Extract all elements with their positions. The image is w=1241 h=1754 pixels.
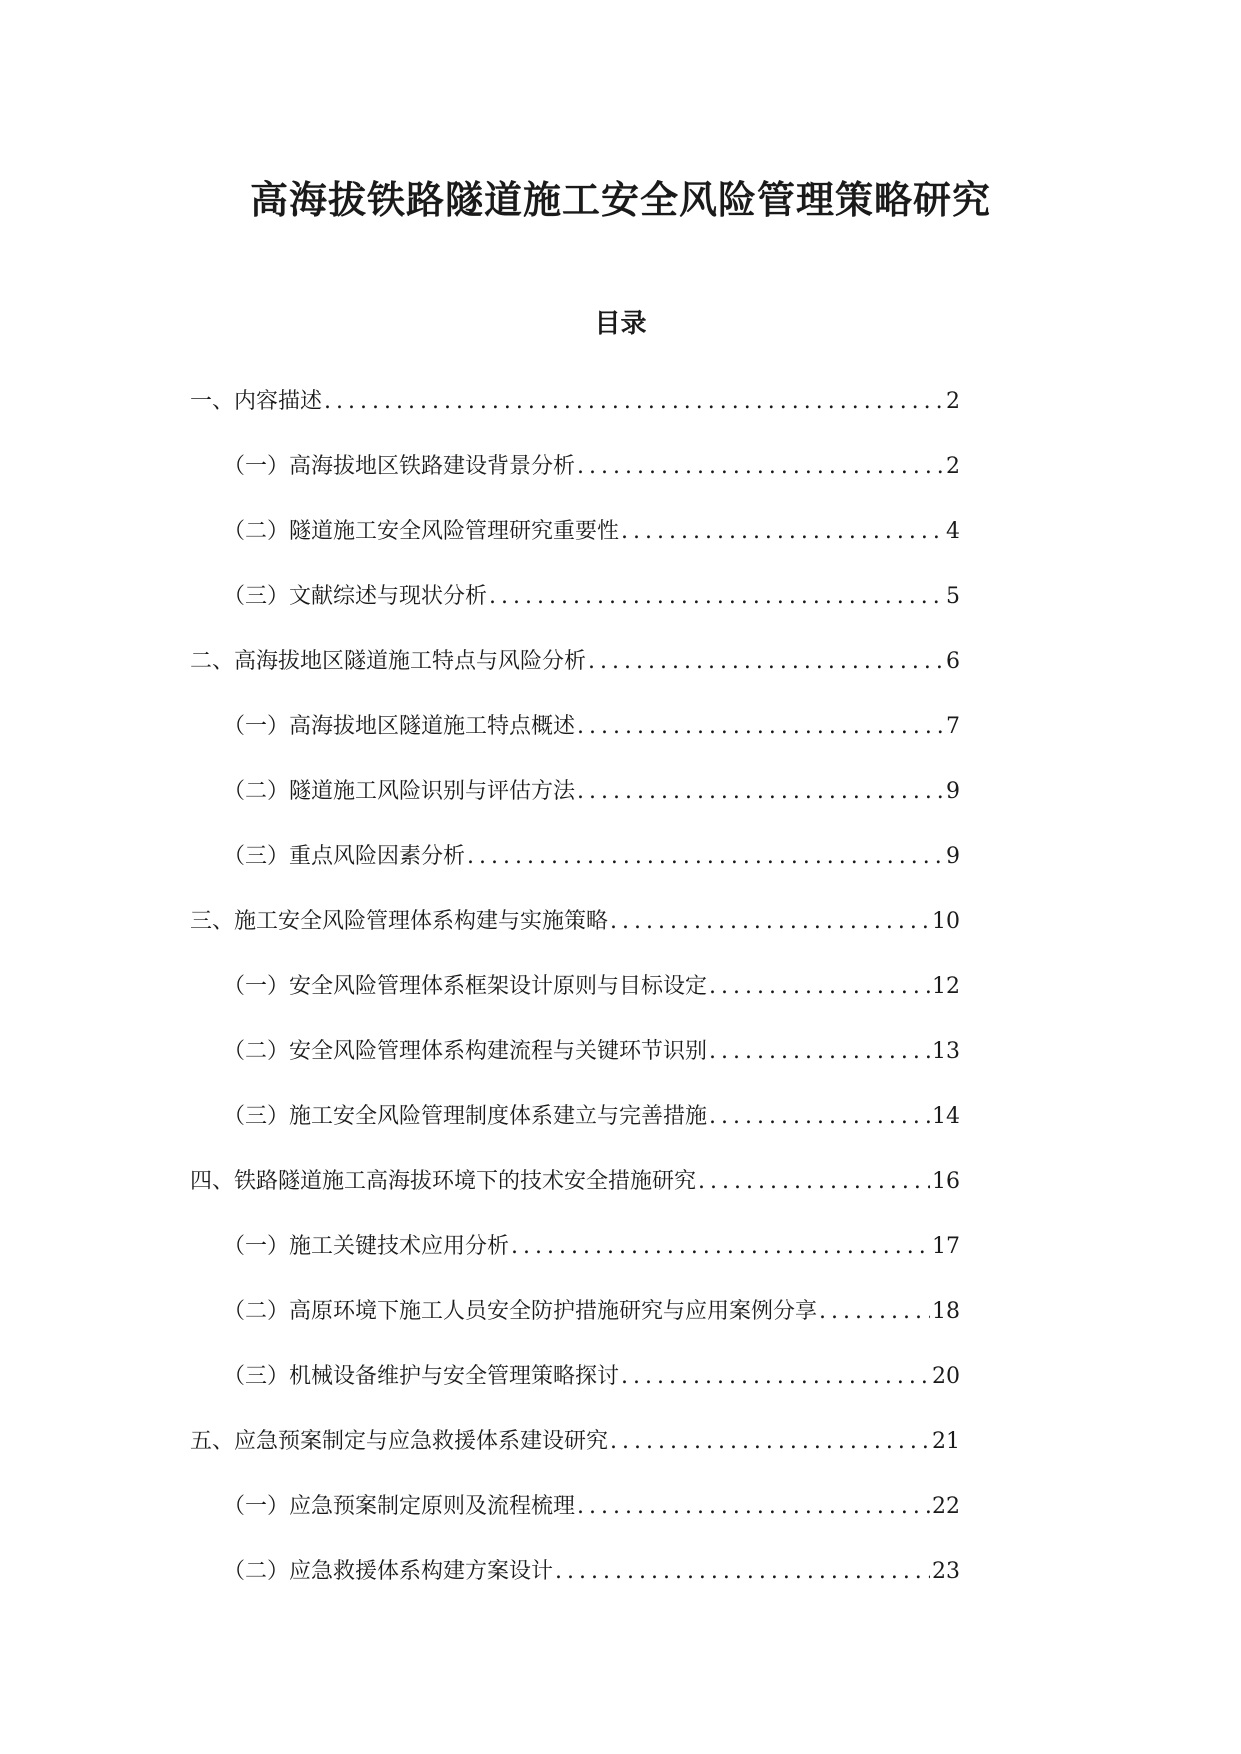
toc-entry-title: （二）隧道施工风险识别与评估方法 xyxy=(223,779,576,804)
toc-page-number: 6 xyxy=(946,649,960,674)
dot-leader xyxy=(555,1557,930,1587)
toc-page-number: 12 xyxy=(932,974,960,999)
toc-entry-title: （二）应急救援体系构建方案设计 xyxy=(223,1559,554,1584)
toc-entry-row xyxy=(223,1297,960,1327)
dot-leader xyxy=(698,1167,930,1197)
toc-entry-row xyxy=(223,777,960,807)
toc-entry-row xyxy=(223,842,960,872)
toc-section-entry[interactable] xyxy=(0,376,1241,441)
toc-page-number: 4 xyxy=(946,519,960,544)
toc-entry-row xyxy=(190,1167,960,1197)
toc-entry-title: （二）隧道施工安全风险管理研究重要性 xyxy=(223,519,620,544)
dot-leader xyxy=(621,517,942,547)
toc-section-entry[interactable] xyxy=(0,896,1241,961)
toc-entry-title: 五、应急预案制定与应急救援体系建设研究 xyxy=(190,1429,609,1454)
toc-subsection-entry[interactable] xyxy=(0,441,1241,506)
toc-entry-title: （一）施工关键技术应用分析 xyxy=(223,1234,510,1259)
toc-entry-row xyxy=(223,1232,960,1262)
dot-leader xyxy=(489,582,942,612)
toc-page-number: 21 xyxy=(932,1429,960,1454)
toc-page-number: 2 xyxy=(946,454,960,479)
toc-subsection-entry[interactable] xyxy=(0,506,1241,571)
toc-page-number: 14 xyxy=(932,1104,960,1129)
toc-entry-row xyxy=(223,1492,960,1522)
toc-subsection-entry[interactable] xyxy=(0,766,1241,831)
toc-entry-row xyxy=(223,712,960,742)
dot-leader xyxy=(511,1232,930,1262)
toc-entry-row xyxy=(223,1362,960,1392)
toc-entry-title: 三、施工安全风险管理体系构建与实施策略 xyxy=(190,909,609,934)
toc-entry-title: 四、铁路隧道施工高海拔环境下的技术安全措施研究 xyxy=(190,1169,697,1194)
toc-section-entry[interactable] xyxy=(0,1156,1241,1221)
dot-leader xyxy=(577,777,942,807)
toc-page-number: 16 xyxy=(932,1169,960,1194)
toc-page-number: 10 xyxy=(932,909,960,934)
toc-entry-title: （三）施工安全风险管理制度体系建立与完善措施 xyxy=(223,1104,708,1129)
dot-leader xyxy=(819,1297,930,1327)
dot-leader xyxy=(324,387,942,417)
dot-leader xyxy=(577,452,942,482)
toc-entry-title: （一）安全风险管理体系框架设计原则与目标设定 xyxy=(223,974,708,999)
dot-leader xyxy=(621,1362,930,1392)
toc-entry-row xyxy=(223,972,960,1002)
toc-entry-title: 二、高海拔地区隧道施工特点与风险分析 xyxy=(190,649,587,674)
toc-section-entry[interactable] xyxy=(0,636,1241,701)
toc-subsection-entry[interactable] xyxy=(0,1091,1241,1156)
toc-subsection-entry[interactable] xyxy=(0,1481,1241,1546)
toc-page-number: 5 xyxy=(946,584,960,609)
toc-entry-title: （一）高海拔地区铁路建设背景分析 xyxy=(223,454,576,479)
toc-entry-title: （二）高原环境下施工人员安全防护措施研究与应用案例分享 xyxy=(223,1299,818,1324)
toc-entry-row xyxy=(190,647,960,677)
toc-entry-row xyxy=(223,582,960,612)
toc-entry-row xyxy=(223,517,960,547)
dot-leader xyxy=(610,1427,930,1457)
toc-entry-row xyxy=(223,452,960,482)
toc-entry-row xyxy=(190,387,960,417)
toc-subsection-entry[interactable] xyxy=(0,1026,1241,1091)
dot-leader xyxy=(467,842,942,872)
toc-entry-row xyxy=(223,1557,960,1587)
toc-subsection-entry[interactable] xyxy=(0,831,1241,896)
document-title: 高海拔铁路隧道施工安全风险管理策略研究 xyxy=(249,177,991,223)
toc-subsection-entry[interactable] xyxy=(0,1351,1241,1416)
dot-leader xyxy=(709,972,930,1002)
toc-page-number: 2 xyxy=(946,389,960,414)
toc-page-number: 9 xyxy=(946,779,960,804)
toc-page-number: 18 xyxy=(932,1299,960,1324)
toc-entry-row xyxy=(223,1102,960,1132)
dot-leader xyxy=(577,712,942,742)
toc-page-number: 20 xyxy=(932,1364,960,1389)
toc-heading: 目录 xyxy=(594,308,647,339)
dot-leader xyxy=(610,907,930,937)
toc-entry-title: （三）文献综述与现状分析 xyxy=(223,584,488,609)
dot-leader xyxy=(709,1102,930,1132)
toc-subsection-entry[interactable] xyxy=(0,1221,1241,1286)
toc-page-number: 9 xyxy=(946,844,960,869)
toc-subsection-entry[interactable] xyxy=(0,1286,1241,1351)
toc-entry-row xyxy=(190,907,960,937)
toc-subsection-entry[interactable] xyxy=(0,701,1241,766)
toc-page-number: 22 xyxy=(932,1494,960,1519)
toc-subsection-entry[interactable] xyxy=(0,961,1241,1026)
dot-leader xyxy=(588,647,942,677)
toc-page-number: 17 xyxy=(932,1234,960,1259)
toc-entry-row xyxy=(223,1037,960,1067)
dot-leader xyxy=(709,1037,930,1067)
toc-entry-title: （三）机械设备维护与安全管理策略探讨 xyxy=(223,1364,620,1389)
toc-page-number: 7 xyxy=(946,714,960,739)
toc-subsection-entry[interactable] xyxy=(0,571,1241,636)
dot-leader xyxy=(577,1492,930,1522)
toc-page-number: 13 xyxy=(932,1039,960,1064)
toc-entry-title: （一）应急预案制定原则及流程梳理 xyxy=(223,1494,576,1519)
toc-entry-title: 一、内容描述 xyxy=(190,389,323,414)
toc-entry-row xyxy=(190,1427,960,1457)
toc-section-entry[interactable] xyxy=(0,1416,1241,1481)
toc-entry-title: （一）高海拔地区隧道施工特点概述 xyxy=(223,714,576,739)
toc-subsection-entry[interactable] xyxy=(0,1546,1241,1611)
toc-entry-title: （三）重点风险因素分析 xyxy=(223,844,466,869)
table-of-contents xyxy=(0,376,1241,1611)
toc-entry-title: （二）安全风险管理体系构建流程与关键环节识别 xyxy=(223,1039,708,1064)
toc-page-number: 23 xyxy=(932,1559,960,1584)
